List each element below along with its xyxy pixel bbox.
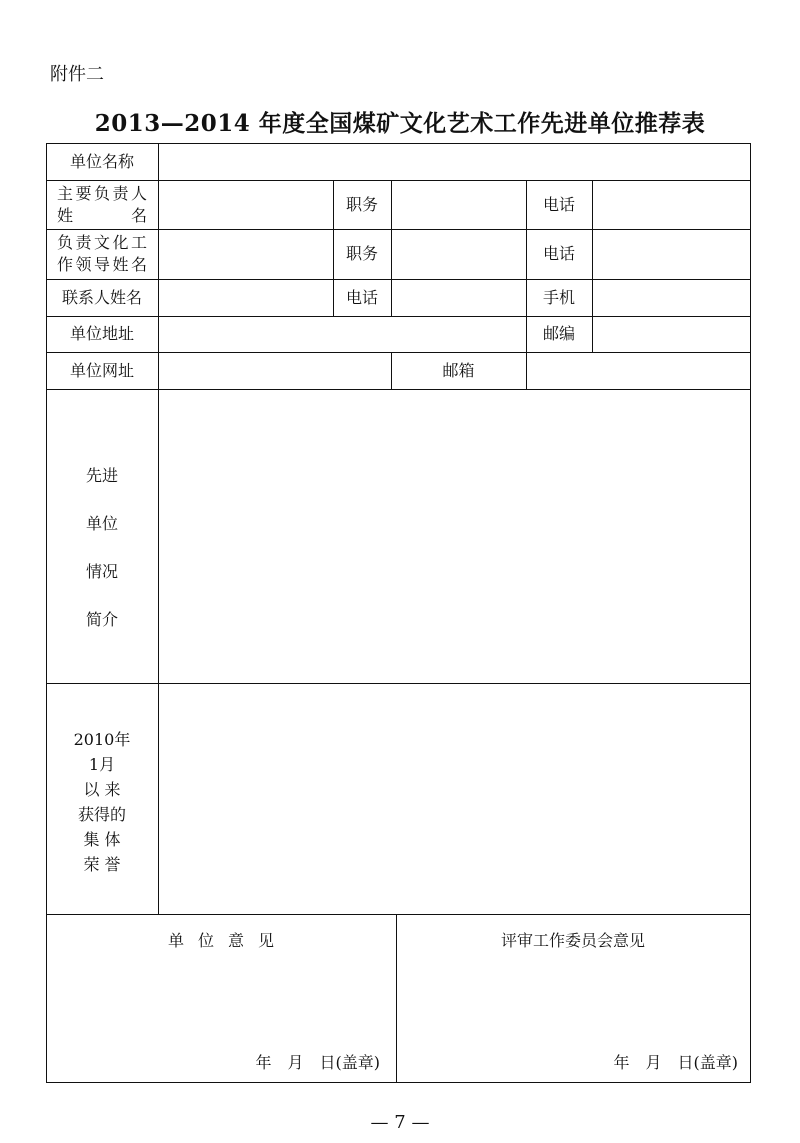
honors-label-line: 集 体 (83, 830, 121, 849)
leader-label-line2: 姓名 (57, 205, 147, 225)
attachment-label: 附件二 (50, 64, 104, 85)
contact-name-field[interactable] (158, 279, 333, 316)
unit-date-stamp: 年 月 日(盖章) (255, 1053, 380, 1072)
culture-leader-name-field[interactable] (158, 229, 333, 279)
honors-field[interactable] (158, 683, 750, 914)
committee-opinion-label: 评审工作委员会意见 (500, 931, 645, 950)
address-label: 单位地址 (69, 324, 134, 343)
honors-label-line: 1月 (88, 755, 116, 774)
email-field[interactable] (526, 352, 750, 389)
culture-leader-label-line2: 作领导姓名 (57, 255, 147, 274)
website-field[interactable] (158, 352, 391, 389)
intro-field[interactable] (158, 389, 750, 683)
culture-leader-phone-label: 电话 (542, 244, 575, 263)
honors-label-line: 荣 誉 (83, 855, 121, 874)
row-divider (46, 914, 751, 915)
committee-opinion-field[interactable] (402, 944, 746, 1074)
unit-opinion-field[interactable] (52, 944, 392, 1074)
intro-label-line: 单位 (85, 514, 118, 533)
page-title: 2013—2014 年度全国煤矿文化艺术工作先进单位推荐表 (94, 110, 706, 137)
leader-name-field[interactable] (158, 180, 333, 229)
intro-label-line: 简介 (85, 610, 118, 629)
leader-position-field[interactable] (391, 180, 526, 229)
honors-label-line: 以 来 (83, 780, 121, 799)
table-border-bottom (46, 1082, 751, 1083)
culture-leader-position-label: 职务 (345, 244, 378, 263)
leader-label-line1: 主要负责人 (57, 183, 147, 203)
honors-label (46, 727, 158, 877)
contact-name-label: 联系人姓名 (61, 287, 142, 307)
intro-label-line: 先进 (85, 466, 118, 485)
culture-leader-phone-field[interactable] (592, 229, 750, 279)
unit-name-label (46, 143, 158, 180)
website-label: 单位网址 (69, 360, 134, 380)
intro-label (46, 452, 158, 644)
unit-name-label-text: 单位名称 (69, 151, 134, 171)
committee-date-stamp: 年 月 日(盖章) (613, 1053, 738, 1072)
contact-phone-label: 电话 (345, 287, 378, 307)
honors-label-line: 获得的 (77, 805, 126, 824)
contact-phone-field[interactable] (391, 279, 526, 316)
postcode-field[interactable] (592, 316, 750, 352)
contact-mobile-label: 手机 (542, 287, 575, 307)
postcode-label: 邮编 (542, 324, 575, 343)
leader-name-label (46, 180, 158, 229)
contact-mobile-field[interactable] (592, 279, 750, 316)
unit-opinion-label: 单位意见 (167, 931, 288, 950)
table-border-right (750, 143, 751, 1082)
leader-position-label: 职务 (345, 194, 378, 214)
page-number: — 7 — (370, 1112, 430, 1133)
address-field[interactable] (158, 316, 526, 352)
culture-leader-position-field[interactable] (391, 229, 526, 279)
email-label: 邮箱 (442, 360, 475, 380)
leader-phone-field[interactable] (592, 180, 750, 229)
leader-phone-label: 电话 (542, 194, 575, 214)
intro-label-line: 情况 (85, 562, 118, 581)
unit-name-field[interactable] (158, 143, 750, 180)
culture-leader-label (46, 229, 158, 279)
culture-leader-label-line1: 负责文化工 (57, 233, 147, 252)
honors-label-line: 2010年 (73, 730, 131, 749)
